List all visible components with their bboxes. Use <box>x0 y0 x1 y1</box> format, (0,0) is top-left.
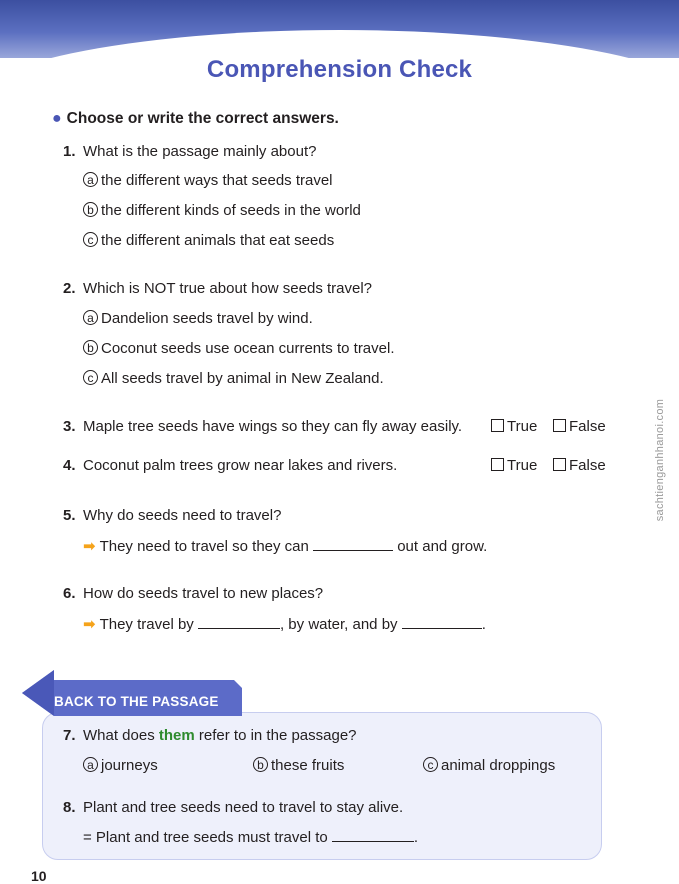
option-text: journeys <box>101 757 158 774</box>
question-2 <box>63 280 372 297</box>
q1-option-a[interactable] <box>83 172 333 189</box>
answer-text: out and grow. <box>397 538 488 555</box>
question-3 <box>63 418 462 435</box>
q6-blank-1[interactable] <box>198 616 280 629</box>
answer-text: = Plant and tree seeds must travel to <box>83 829 328 846</box>
q3-false-checkbox[interactable] <box>553 418 606 435</box>
q6-answer-line <box>83 615 486 633</box>
q7-option-c[interactable] <box>423 757 555 774</box>
q2-option-a[interactable] <box>83 310 313 327</box>
answer-text: They need to travel so they can <box>99 538 309 555</box>
question-text: Which is NOT true about how seeds travel? <box>83 280 373 297</box>
option-letter-icon: a <box>83 757 98 772</box>
option-text: Coconut seeds use ocean currents to travel. <box>101 340 395 357</box>
q7-option-b[interactable] <box>253 757 344 774</box>
false-label: False <box>569 457 606 474</box>
false-label: False <box>569 418 606 435</box>
question-number: 5. <box>63 507 76 524</box>
option-letter-icon: c <box>423 757 438 772</box>
page-title: Comprehension Check <box>206 56 473 83</box>
instruction <box>52 110 339 128</box>
highlight-word: them <box>158 727 195 744</box>
option-letter-icon: a <box>83 310 98 325</box>
q2-option-b[interactable] <box>83 340 395 357</box>
checkbox-icon <box>553 419 566 432</box>
question-text: Plant and tree seeds need to travel to stay alive. <box>83 799 404 816</box>
answer-text: . <box>413 829 419 846</box>
q4-true-checkbox[interactable] <box>491 457 537 474</box>
back-to-passage-tab[interactable] <box>22 670 242 716</box>
checkbox-icon <box>491 419 504 432</box>
question-7 <box>63 727 357 744</box>
option-letter-icon: c <box>83 370 98 385</box>
arrow-right-icon: ➡ <box>83 538 96 555</box>
true-label: True <box>507 418 538 435</box>
watermark <box>650 390 670 530</box>
q3-true-checkbox[interactable] <box>491 418 537 435</box>
option-letter-icon: b <box>253 757 268 772</box>
question-text: Why do seeds need to travel? <box>83 507 282 524</box>
q1-option-c[interactable] <box>83 232 334 249</box>
option-text: the different ways that seeds travel <box>101 172 333 189</box>
question-4 <box>63 457 397 474</box>
option-text: Dandelion seeds travel by wind. <box>101 310 313 327</box>
q8-blank[interactable] <box>332 829 414 842</box>
question-number: 1. <box>63 143 76 160</box>
instruction-text: Choose or write the correct answers. <box>66 110 339 127</box>
question-1 <box>63 143 316 160</box>
question-number: 8. <box>63 799 76 816</box>
question-number: 7. <box>63 727 76 744</box>
checkbox-icon <box>491 458 504 471</box>
option-letter-icon: a <box>83 172 98 187</box>
option-text: these fruits <box>271 757 345 774</box>
q5-answer-line <box>83 537 487 555</box>
option-text: the different animals that eat seeds <box>101 232 335 249</box>
answer-text: , by water, and by <box>279 616 398 633</box>
q5-blank[interactable] <box>313 538 393 551</box>
question-text: Coconut palm trees grow near lakes and rivers. <box>83 457 398 474</box>
answer-text: . <box>481 616 486 633</box>
q2-option-c[interactable] <box>83 370 384 387</box>
true-label: True <box>507 457 538 474</box>
question-8 <box>63 799 403 816</box>
answer-text: They travel by <box>99 616 194 633</box>
question-6 <box>63 585 323 602</box>
bullet-icon: ● <box>52 110 62 127</box>
question-text: Maple tree seeds have wings so they can fly away easily. <box>83 418 463 435</box>
option-text: All seeds travel by animal in New Zealand. <box>101 370 384 387</box>
q8-answer-line <box>83 829 418 846</box>
option-text: animal droppings <box>441 757 556 774</box>
question-text: How do seeds travel to new places? <box>83 585 324 602</box>
back-arrow-icon <box>22 670 242 716</box>
question-number: 6. <box>63 585 76 602</box>
option-letter-icon: c <box>83 232 98 247</box>
page-number: 10 <box>31 868 47 884</box>
question-number: 2. <box>63 280 76 297</box>
question-5 <box>63 507 281 524</box>
q1-option-b[interactable] <box>83 202 361 219</box>
q4-false-checkbox[interactable] <box>553 457 606 474</box>
q7-option-a[interactable] <box>83 757 158 774</box>
option-letter-icon: b <box>83 202 98 217</box>
arrow-right-icon: ➡ <box>83 616 96 633</box>
option-letter-icon: b <box>83 340 98 355</box>
question-number: 3. <box>63 418 76 435</box>
back-to-passage-label: BACK TO THE PASSAGE <box>54 694 219 709</box>
question-text: What does <box>83 727 155 744</box>
question-text: refer to in the passage? <box>198 727 357 744</box>
option-text: the different kinds of seeds in the world <box>101 202 361 219</box>
checkbox-icon <box>553 458 566 471</box>
question-text: What is the passage mainly about? <box>83 143 317 160</box>
question-number: 4. <box>63 457 76 474</box>
watermark-text: sachtienganhhanoi.com <box>654 398 666 522</box>
q6-blank-2[interactable] <box>402 616 482 629</box>
